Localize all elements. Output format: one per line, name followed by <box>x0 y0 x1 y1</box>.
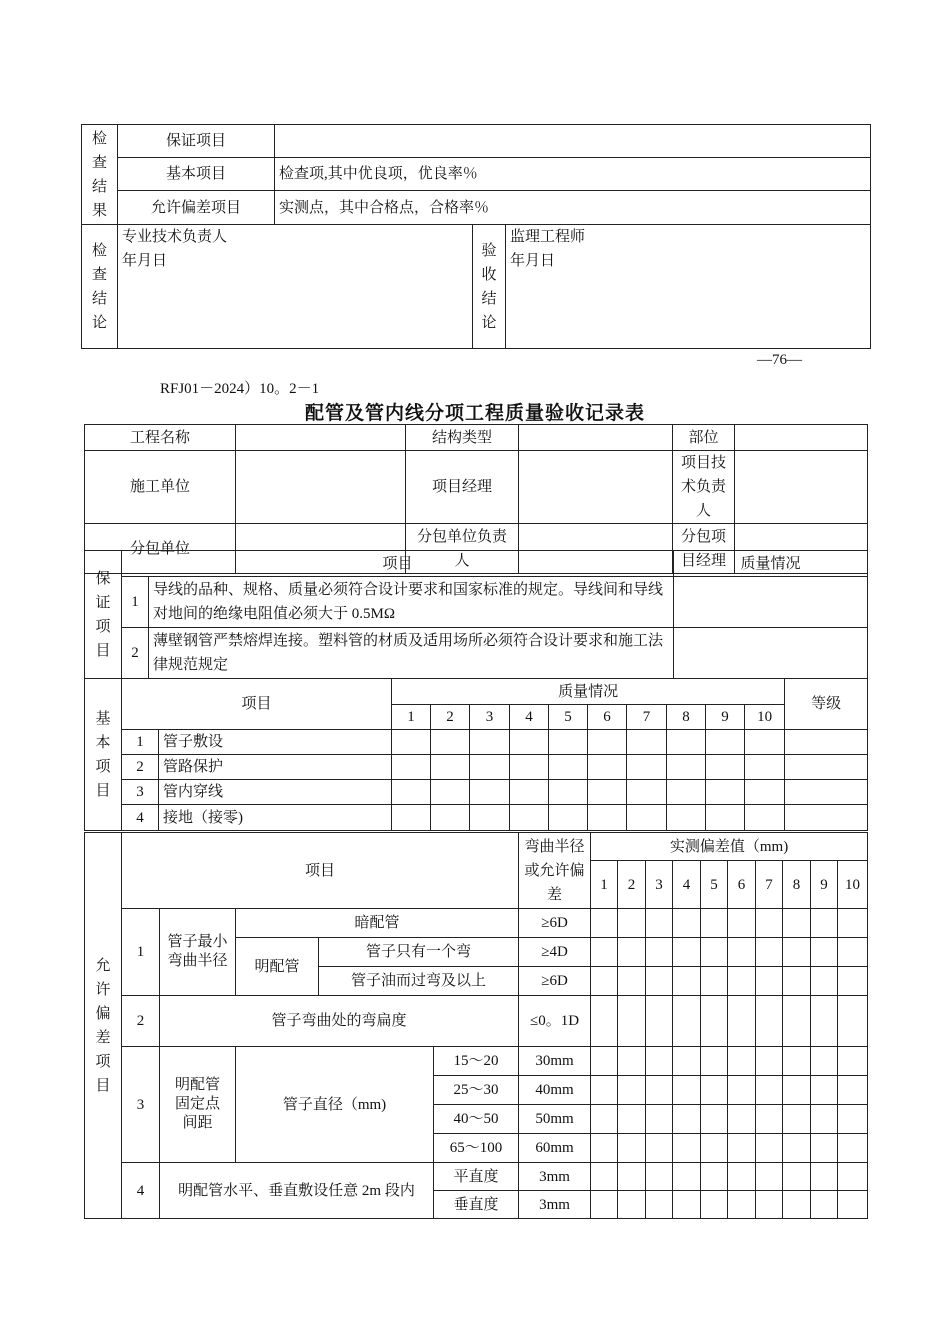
guarantee-item-label: 保证项目 <box>118 125 275 158</box>
guarantee-item-no: 1 <box>122 577 149 628</box>
form-code: RFJ01－2024）10。2－1 <box>160 381 320 397</box>
guarantee-item-header: 项目 <box>122 551 674 577</box>
basic-col-header: 3 <box>470 705 510 730</box>
basic-col-header: 1 <box>392 705 431 730</box>
basic-col-header: 9 <box>706 705 745 730</box>
deviation-item4-no: 4 <box>122 1163 160 1219</box>
guarantee-item-quality <box>674 577 868 628</box>
basic-item-no: 2 <box>122 755 159 780</box>
deviation-col-header: 5 <box>701 861 728 909</box>
deviation-col-header: 3 <box>646 861 673 909</box>
deviation-item2-value: ≤0。1D <box>519 996 591 1047</box>
deviation-bend-header: 弯曲半径或允许偏差 <box>519 833 591 909</box>
inspection-summary-table <box>81 124 871 349</box>
basic-item-label: 基本项目 <box>118 158 275 191</box>
basic-item-value: 检查项,其中优良项，优良率％ <box>275 158 871 191</box>
accept-conclusion-label: 验 收 结 论 <box>473 225 506 349</box>
guarantee-item-no: 2 <box>122 628 149 679</box>
tech-lead-label: 专业技术负责人 <box>122 229 228 245</box>
construction-unit-label: 施工单位 <box>85 451 236 524</box>
concealed-label: 暗配管 <box>236 909 519 938</box>
check-conclusion-label: 检 查 结 论 <box>82 225 118 349</box>
deviation-section-label: 允 许 偏 差 项 目 <box>85 833 122 1219</box>
project-manager-label: 项目经理 <box>406 451 519 524</box>
guarantee-table <box>84 550 868 679</box>
supervisor-label: 监理工程师 <box>510 229 586 245</box>
tech-lead-label: 项目技术负责人 <box>673 451 735 524</box>
location-label: 部位 <box>673 425 735 451</box>
basic-col-header: 7 <box>627 705 667 730</box>
tech-lead-cell <box>118 225 473 349</box>
deviation-col-header: 7 <box>756 861 783 909</box>
construction-unit-value <box>236 451 406 524</box>
diameter-range: 15～20 <box>434 1047 519 1076</box>
basic-item-no: 3 <box>122 780 159 805</box>
basic-col-header: 6 <box>588 705 627 730</box>
concealed-value: ≥6D <box>519 909 591 938</box>
exposed-label: 明配管 <box>236 938 319 996</box>
diameter-value: 30mm <box>519 1047 591 1076</box>
deviation-item3-group: 明配管固定点间距 <box>160 1047 236 1163</box>
guarantee-item-text: 薄壁钢管严禁熔焊连接。塑料管的材质及适用场所必须符合设计要求和施工法律规范规定 <box>149 628 674 679</box>
deviation-col-header: 1 <box>591 861 618 909</box>
one-bend-value: ≥4D <box>519 938 591 967</box>
diameter-value: 50mm <box>519 1105 591 1134</box>
diameter-range: 40～50 <box>434 1105 519 1134</box>
structure-type-value <box>519 425 673 451</box>
structure-type-label: 结构类型 <box>406 425 519 451</box>
project-name-value <box>236 425 406 451</box>
supervisor-date: 年月日 <box>510 253 556 269</box>
project-name-label: 工程名称 <box>85 425 236 451</box>
diameter-range: 65～100 <box>434 1134 519 1163</box>
guarantee-item-text: 导线的品种、规格、质量必须符合设计要求和国家标准的规定。导线间和导线对地间的绝缘电阻值必须大于 0.5MΩ <box>149 577 674 628</box>
deviation-item4-text: 明配管水平、垂直敷设任意 2m 段内 <box>160 1163 434 1219</box>
basic-col-header: 2 <box>431 705 470 730</box>
deviation-col-header: 2 <box>618 861 646 909</box>
guarantee-item-value <box>275 125 871 158</box>
deviation-item-label: 允许偏差项目 <box>118 191 275 225</box>
basic-item-text: 管内穿线 <box>159 780 392 805</box>
flatness-label: 平直度 <box>434 1163 519 1191</box>
basic-item-no: 1 <box>122 730 159 755</box>
sub-unit-label: 分包单位 <box>85 524 236 574</box>
sub-project-manager-label: 分包项目经理 <box>673 524 735 574</box>
deviation-item3-diameter: 管子直径（mm) <box>236 1047 434 1163</box>
basic-section-label: 基 本 项 目 <box>85 679 122 831</box>
basic-quality-header: 质量情况 <box>392 679 785 705</box>
deviation-item2-text: 管子弯曲处的弯扁度 <box>160 996 519 1047</box>
deviation-item3-no: 3 <box>122 1047 160 1163</box>
check-result-label: 检 查 结 果 <box>82 125 118 225</box>
basic-item-no: 4 <box>122 805 159 831</box>
diameter-value: 60mm <box>519 1134 591 1163</box>
location-value <box>735 425 868 451</box>
basic-item-header: 项目 <box>122 679 392 730</box>
guarantee-item-quality <box>674 628 868 679</box>
basic-row <box>85 805 868 831</box>
diameter-value: 40mm <box>519 1076 591 1105</box>
basic-col-header: 5 <box>549 705 588 730</box>
deviation-col-header: 8 <box>783 861 811 909</box>
deviation-item1-group: 管子最小弯曲半径 <box>160 909 236 996</box>
basic-col-header: 4 <box>510 705 549 730</box>
form-title: 配管及管内线分项工程质量验收记录表 <box>304 402 645 424</box>
sub-unit-lead-label: 分包单位负责人 <box>406 524 519 574</box>
one-bend-label: 管子只有一个弯 <box>319 938 519 967</box>
tech-lead-value <box>735 451 868 524</box>
diameter-range: 25～30 <box>434 1076 519 1105</box>
basic-row <box>85 755 868 780</box>
guarantee-quality-header: 质量情况 <box>674 551 868 577</box>
basic-col-header: 8 <box>667 705 706 730</box>
deviation-col-header: 6 <box>728 861 756 909</box>
deviation-table <box>84 832 868 1219</box>
deviation-item-header: 项目 <box>122 833 519 909</box>
basic-item-text: 管子敷设 <box>159 730 392 755</box>
supervisor-cell <box>506 225 871 349</box>
basic-row <box>85 780 868 805</box>
basic-row <box>85 730 868 755</box>
tech-lead-date: 年月日 <box>122 253 168 269</box>
verticality-label: 垂直度 <box>434 1191 519 1219</box>
page-number: —76— <box>757 352 802 368</box>
multi-bend-label: 管子油而过弯及以上 <box>319 967 519 996</box>
deviation-item1-no: 1 <box>122 909 160 996</box>
guarantee-section-label: 保 证 项 目 <box>85 551 122 679</box>
basic-col-header: 10 <box>745 705 785 730</box>
deviation-col-header: 10 <box>838 861 868 909</box>
basic-item-text: 管路保护 <box>159 755 392 780</box>
basic-grade-header: 等级 <box>785 679 868 730</box>
deviation-measured-header: 实测偏差值（mm) <box>591 833 868 861</box>
basic-items-table <box>84 678 868 831</box>
verticality-value: 3mm <box>519 1191 591 1219</box>
flatness-value: 3mm <box>519 1163 591 1191</box>
multi-bend-value: ≥6D <box>519 967 591 996</box>
deviation-col-header: 9 <box>811 861 838 909</box>
basic-item-text: 接地（接零) <box>159 805 392 831</box>
deviation-item-value: 实测点，其中合格点，合格率％ <box>275 191 871 225</box>
deviation-item2-no: 2 <box>122 996 160 1047</box>
project-manager-value <box>519 451 673 524</box>
deviation-col-header: 4 <box>673 861 701 909</box>
